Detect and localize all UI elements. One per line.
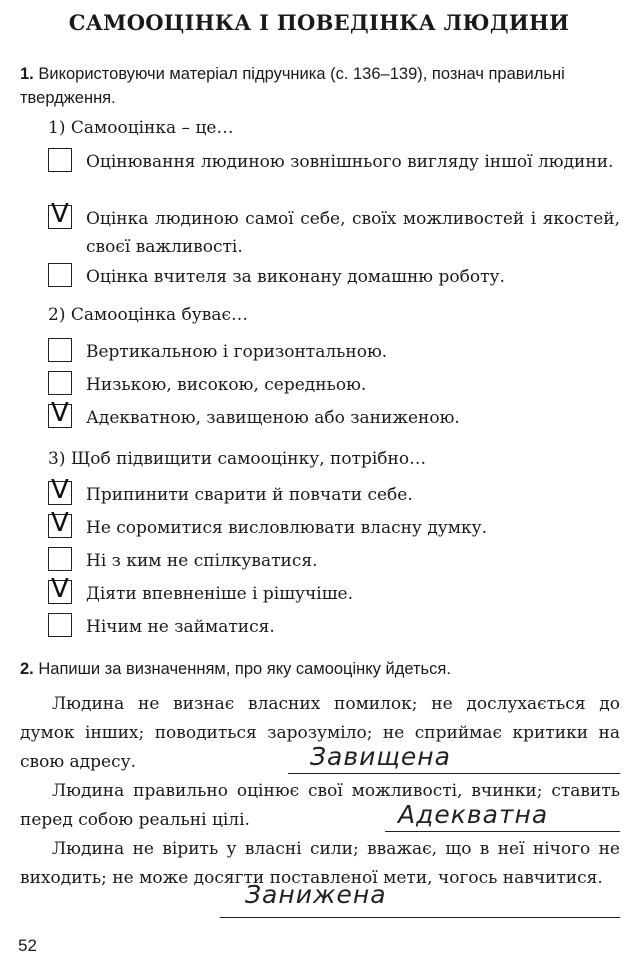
- q3-option-4[interactable]: [48, 574, 620, 608]
- option-text: Ні з ким не спілкуватися.: [86, 551, 318, 571]
- question-1-heading: 1) Самооцінка – це…: [48, 118, 234, 138]
- definition-1-text: Людина не визнає власних помилок; не дослухається до думок інших; поводиться зарозуміло; не сприймає критики на свою адресу.: [20, 694, 620, 772]
- checkbox[interactable]: [48, 508, 72, 538]
- task-2-text: Напиши за визначенням, про яку самооцінку йдеться.: [38, 660, 451, 678]
- checkbox[interactable]: [48, 199, 72, 229]
- option-text: Припинити сварити й повчати себе.: [86, 485, 413, 505]
- option-text: Вертикальною і горизонтальною.: [86, 342, 388, 362]
- q2-option-1[interactable]: [48, 338, 620, 366]
- task-1-instruction: [20, 62, 620, 110]
- option-text: Нічим не займатися.: [86, 617, 275, 637]
- check-mark-icon: V: [51, 398, 69, 428]
- page-title: САМООЦІНКА І ПОВЕДІНКА ЛЮДИНИ: [68, 10, 570, 35]
- checkbox[interactable]: [48, 371, 72, 395]
- q2-option-2[interactable]: [48, 371, 620, 399]
- definition-3-text: Людина не вірить у власні сили; вважає, що в неї нічого не виходить; не може досягти поставленої мети, чогось навчитися.: [20, 839, 620, 888]
- option-text: Оцінка вчителя за виконану домашню роботу.: [86, 267, 505, 287]
- checkbox[interactable]: [48, 475, 72, 505]
- q1-option-2[interactable]: [48, 199, 620, 261]
- task-1-text: Використовуючи матеріал підручника (с. 136–139), познач правильні твердження.: [20, 65, 565, 107]
- check-mark-icon: V: [51, 508, 69, 538]
- q1-option-1[interactable]: [48, 148, 620, 204]
- checkbox[interactable]: [48, 148, 72, 172]
- check-mark-icon: V: [51, 574, 69, 604]
- check-mark-icon: V: [51, 475, 69, 505]
- checkbox[interactable]: [48, 574, 72, 604]
- answer-3-line: [220, 917, 620, 918]
- q2-option-3[interactable]: [48, 398, 620, 432]
- option-text: Не соромитися висловлювати власну думку.: [86, 518, 488, 538]
- q1-option-3[interactable]: [48, 263, 620, 291]
- q3-option-2[interactable]: [48, 508, 620, 542]
- question-2-heading: 2) Самооцінка буває…: [48, 305, 249, 325]
- option-text: Діяти впевненіше і рішучіше.: [86, 584, 353, 604]
- q3-option-5[interactable]: [48, 613, 620, 641]
- task-2-instruction: [20, 657, 620, 681]
- checkbox[interactable]: [48, 547, 72, 571]
- question-3-heading: 3) Щоб підвищити самооцінку, потрібно…: [48, 449, 427, 469]
- answer-3[interactable]: Занижена: [245, 880, 387, 909]
- answer-2[interactable]: Адекватна: [398, 800, 549, 829]
- answer-1-line: [288, 773, 620, 774]
- q3-option-3[interactable]: [48, 547, 620, 575]
- answer-1[interactable]: Завищена: [310, 742, 451, 771]
- task-2-number: 2.: [20, 660, 34, 678]
- q3-option-1[interactable]: [48, 475, 620, 509]
- option-text: Оцінка людиною самої себе, своїх можливостей і якостей, своєї важливості.: [86, 209, 620, 257]
- option-text: Оцінювання людиною зовнішнього вигляду іншої людини.: [86, 152, 614, 172]
- checkbox[interactable]: [48, 398, 72, 428]
- answer-2-line: [385, 831, 620, 832]
- check-mark-icon: V: [51, 199, 69, 229]
- checkbox[interactable]: [48, 338, 72, 362]
- page-number: 52: [18, 936, 37, 955]
- checkbox[interactable]: [48, 263, 72, 287]
- definition-2-text: Людина правильно оцінює свої можливості, вчинки; ставить перед собою реальні цілі.: [20, 781, 620, 830]
- option-text: Адекватною, завищеною або заниженою.: [86, 408, 460, 428]
- checkbox[interactable]: [48, 613, 72, 637]
- option-text: Низькою, високою, середньою.: [86, 375, 367, 395]
- task-1-number: 1.: [20, 65, 34, 83]
